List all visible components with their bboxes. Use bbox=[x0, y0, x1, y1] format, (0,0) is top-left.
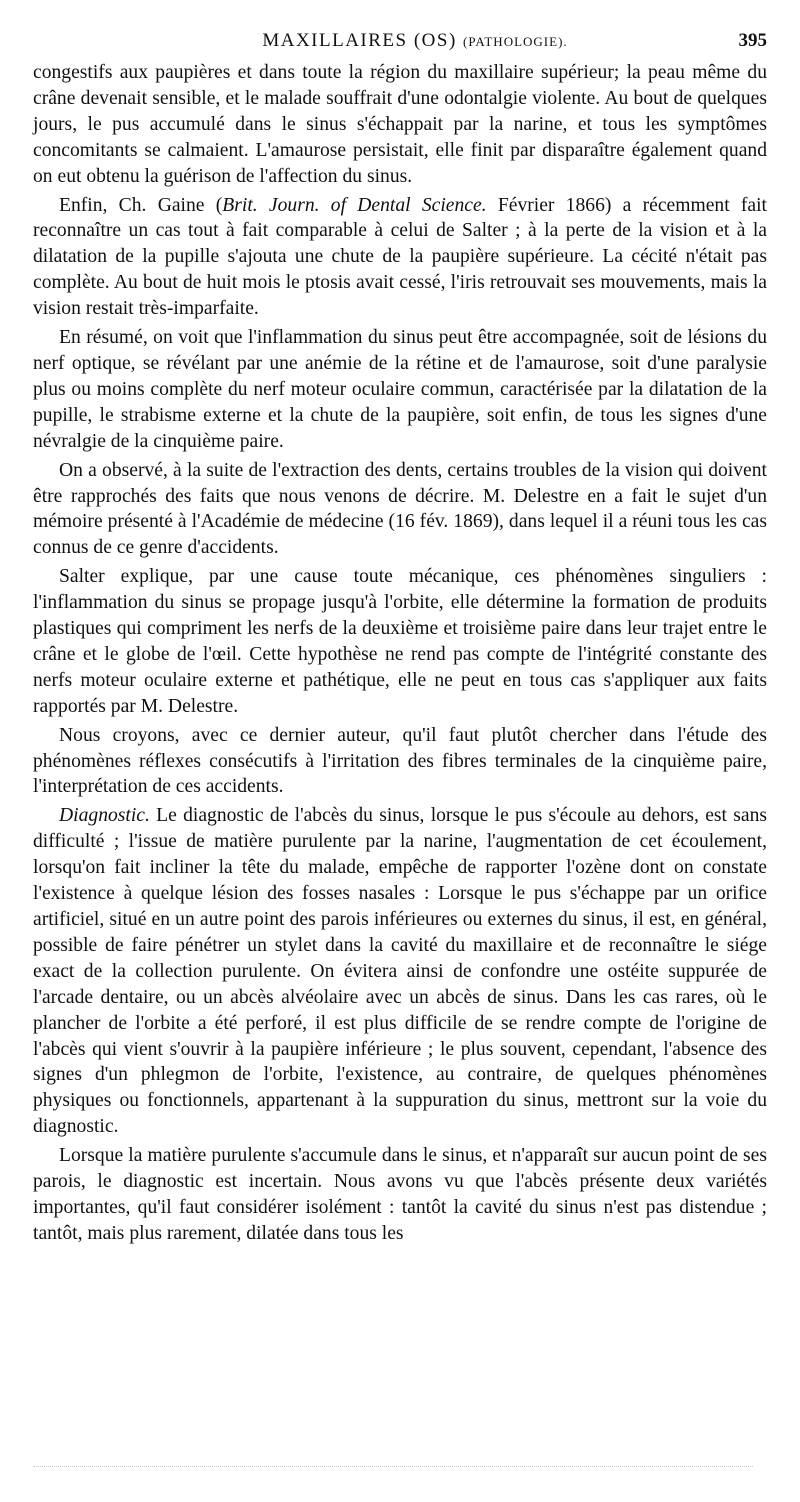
section-heading-diagnostic: Diagnostic. bbox=[59, 805, 150, 827]
paragraph-salter-explanation: Salter explique, par une cause toute mécanique, ces phénomènes singuliers : l'inflammation du sinus se propage jusqu'à l'orbite, elle détermine la formation de produits plastiques qui compriment les nerfs de la deuxième et troisième paire dans leur trajet entre le crâne et le globe de l'œil. Cette hypothèse ne rend pas compte de l'intégrité constante des nerfs moteur oculaire externe et pathétique, elle ne peut en tous cas s'appliquer aux faits rapportés par M. Delestre. bbox=[33, 566, 767, 717]
running-head-subtitle: (PATHOLOGIE). bbox=[463, 34, 568, 49]
page-number: 395 bbox=[738, 30, 767, 51]
footer-rule bbox=[33, 1466, 753, 1467]
paragraph-gaine-case bbox=[33, 193, 767, 323]
running-head-main: MAXILLAIRES (OS) bbox=[262, 30, 457, 51]
paragraph-reflex-hypothesis: Nous croyons, avec ce dernier auteur, qu'il faut plutôt chercher dans l'étude des phénomènes réflexes consécutifs à l'irritation des fibres terminales de la cinquième paire, l'interprétation de ces accidents. bbox=[33, 724, 767, 798]
paragraph-diagnostic-text: Le diagnostic de l'abcès du sinus, lorsque le pus s'écoule au dehors, est sans difficulté ; l'issue de matière purulente par la narine, l'augmentation de cet écoulement, lorsqu'on fait incliner la tête du malade, empêche de rapporter l'ozène dont on constate l'existence à quelque lésion des fosses nasales : Lorsque le pus s'échappe par un orifice artificiel, situé en un autre point des parois inférieures ou externes du sinus, il est, en général, possible de faire pénétrer un stylet dans la cavité du maxillaire et de reconnaître le siége exact de la collection purulente. On évitera ainsi de confondre une ostéite suppurée de l'arcade dentaire, ou un abcès alvéolaire avec un abcès de sinus. Dans les cas rares, où le plancher de l'orbite a été perforé, il est plus difficile de se rendre compte de l'origine de l'abcès qui vient s'ouvrir à la paupière inférieure ; le plus souvent, cependant, l'absence des signes d'un phlegmon de l'orbite, l'existence, au contraire, de quelques phénomènes physiques ou fonctionnels, appartenant à la suppuration du sinus, mettront sur la voie du diagnostic. bbox=[33, 805, 767, 1138]
running-head bbox=[33, 30, 767, 60]
paragraph-accumulation: Lorsque la matière purulente s'accumule dans le sinus, et n'apparaît sur aucun point de ses parois, le diagnostic est incertain. Nous avons vu que l'abcès présente deux variétés importantes, qu'il faut considérer isolément : tantôt la cavité du sinus n'est pas distendue ; tantôt, mais plus rarement, dilatée dans tous les bbox=[33, 1145, 767, 1244]
paragraph-continuation: congestifs aux paupières et dans toute la région du maxillaire supérieur; la peau même du crâne devenait sensible, et le malade souffrait d'une odontalgie violente. Au bout de quelques jours, le pus accumulé dans le sinus s'échappait par la narine, et tous les symptômes concomitants se calmaient. L'amaurose persistait, elle finit par disparaître également quand on eut obtenu la guérison de l'affection du sinus. bbox=[33, 62, 767, 187]
running-head-title bbox=[262, 30, 567, 52]
body-text bbox=[33, 60, 767, 1247]
journal-title: Brit. Journ. of Dental Science. bbox=[222, 194, 487, 216]
paragraph-extraction: On a observé, à la suite de l'extraction des dents, certains troubles de la vision qui doivent être rapprochés des faits que nous venons de décrire. M. Delestre en a fait le sujet d'un mémoire présenté à l'Académie de médecine (16 fév. 1869), dans lequel il a réuni tous les cas connus de ce genre d'accidents. bbox=[33, 459, 767, 559]
paragraph-summary: En résumé, on voit que l'inflammation du sinus peut être accompagnée, soit de lésions du nerf optique, se révélant par une anémie de la rétine et de l'amaurose, soit d'une paralysie plus ou moins complète du nerf moteur oculaire commun, caractérisée par la dilatation de la pupille, le strabisme externe et la chute de la paupière, soit enfin, de tous les signes d'une névralgie de la cinquième paire. bbox=[33, 327, 767, 452]
book-page bbox=[33, 30, 767, 1247]
paragraph-gaine-text: Février 1866) a récemment fait reconnaître un cas tout à fait comparable à celui de Salter ; à la perte de la vision et à la dilatation de la pupille s'ajouta une chute de la paupière supérieure. La cécité n'était pas complète. Au bout de huit mois le ptosis avait cessé, l'iris retrouvait ses mouvements, mais la vision restait très-imparfaite. bbox=[33, 194, 768, 320]
paragraph-diagnostic bbox=[33, 803, 767, 1140]
paragraph-gaine-intro: Enfin, Ch. Gaine ( bbox=[59, 194, 223, 216]
